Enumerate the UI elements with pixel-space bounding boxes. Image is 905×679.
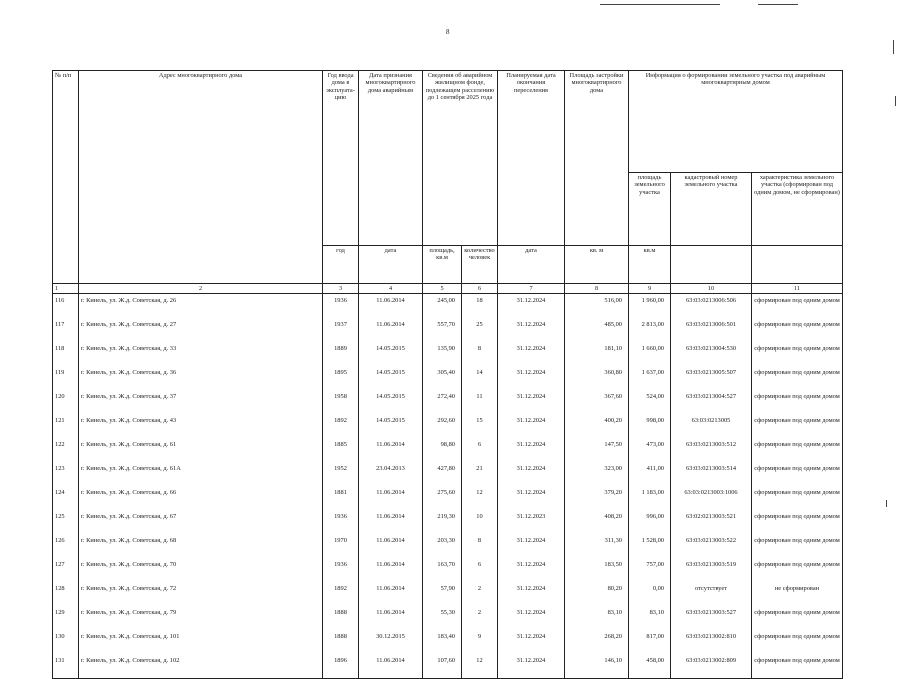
cell-land-desc: не сформирован bbox=[752, 582, 843, 606]
cell-year: 1936 bbox=[323, 558, 359, 582]
cell-cadastral: 63:03:0213003:514 bbox=[671, 462, 752, 486]
cell-area: 292,60 bbox=[423, 414, 462, 438]
cell-people: 12 bbox=[462, 486, 498, 510]
unit-date: дата bbox=[359, 246, 423, 284]
cell-num: 124 bbox=[53, 486, 79, 510]
unit-land: кв.м bbox=[629, 246, 671, 284]
cell-area: 245,00 bbox=[423, 294, 462, 319]
cell-land-area: 0,00 bbox=[629, 582, 671, 606]
table-row bbox=[53, 510, 843, 534]
header-cadastral: кадастровый номер земельного участка bbox=[671, 173, 752, 246]
cell-year: 1885 bbox=[323, 438, 359, 462]
cell-planned: 31.12.2024 bbox=[498, 342, 565, 366]
cell-num: 121 bbox=[53, 414, 79, 438]
cell-land-area: 757,00 bbox=[629, 558, 671, 582]
cell-people: 6 bbox=[462, 558, 498, 582]
cell-cadastral: 63:03:0213003:522 bbox=[671, 534, 752, 558]
cell-land-desc: сформирован под одним домом bbox=[752, 342, 843, 366]
cell-num: 117 bbox=[53, 318, 79, 342]
cell-land-area: 458,00 bbox=[629, 654, 671, 679]
cell-building-area: 485,00 bbox=[565, 318, 629, 342]
cell-land-area: 817,00 bbox=[629, 630, 671, 654]
cell-area: 135,90 bbox=[423, 342, 462, 366]
cell-year: 1889 bbox=[323, 342, 359, 366]
cell-area: 272,40 bbox=[423, 390, 462, 414]
cell-land-area: 1 183,00 bbox=[629, 486, 671, 510]
cell-date: 14.05.2015 bbox=[359, 366, 423, 390]
column-index: 9 bbox=[629, 284, 671, 294]
header-land-group: Информация о формировании земельного участка под аварийным многоквартирным домом bbox=[629, 71, 843, 173]
cell-land-desc: сформирован под одним домом bbox=[752, 606, 843, 630]
cell-year: 1892 bbox=[323, 582, 359, 606]
cell-address: г. Кинель, ул. Ж.д. Советская, д. 37 bbox=[79, 390, 323, 414]
column-index: 6 bbox=[462, 284, 498, 294]
cell-cadastral: 63:03:0213002:809 bbox=[671, 654, 752, 679]
cell-date: 11.06.2014 bbox=[359, 606, 423, 630]
column-index: 4 bbox=[359, 284, 423, 294]
cell-area: 107,60 bbox=[423, 654, 462, 679]
cell-land-desc: сформирован под одним домом bbox=[752, 366, 843, 390]
cell-building-area: 516,00 bbox=[565, 294, 629, 319]
cell-planned: 31.12.2024 bbox=[498, 558, 565, 582]
cell-people: 2 bbox=[462, 606, 498, 630]
cell-date: 11.06.2014 bbox=[359, 654, 423, 679]
cell-num: 116 bbox=[53, 294, 79, 319]
cell-building-area: 379,20 bbox=[565, 486, 629, 510]
column-index: 10 bbox=[671, 284, 752, 294]
cell-date: 11.06.2014 bbox=[359, 558, 423, 582]
cell-address: г. Кинель, ул. Ж.д. Советская, д. 26 bbox=[79, 294, 323, 319]
cell-area: 98,80 bbox=[423, 438, 462, 462]
table-row bbox=[53, 462, 843, 486]
header-planned: Планируемая дата окончания переселения bbox=[498, 71, 565, 246]
cell-num: 119 bbox=[53, 366, 79, 390]
cell-year: 1896 bbox=[323, 654, 359, 679]
cell-building-area: 323,00 bbox=[565, 462, 629, 486]
cell-people: 18 bbox=[462, 294, 498, 319]
cell-address: г. Кинель, ул. Ж.д. Советская, д. 101 bbox=[79, 630, 323, 654]
table-row bbox=[53, 414, 843, 438]
cell-date: 11.06.2014 bbox=[359, 438, 423, 462]
cell-year: 1936 bbox=[323, 510, 359, 534]
cell-cadastral: 63:03:0213003:519 bbox=[671, 558, 752, 582]
cell-year: 1970 bbox=[323, 534, 359, 558]
table-body bbox=[53, 294, 843, 679]
table-row bbox=[53, 534, 843, 558]
cell-people: 9 bbox=[462, 630, 498, 654]
cell-planned: 31.12.2024 bbox=[498, 582, 565, 606]
cell-cadastral: 63:03:0213004:530 bbox=[671, 342, 752, 366]
cell-year: 1958 bbox=[323, 390, 359, 414]
cell-cadastral: отсутствует bbox=[671, 582, 752, 606]
cell-people: 11 bbox=[462, 390, 498, 414]
cell-building-area: 80,20 bbox=[565, 582, 629, 606]
cell-building-area: 181,10 bbox=[565, 342, 629, 366]
cell-planned: 31.12.2024 bbox=[498, 318, 565, 342]
column-index-row bbox=[53, 284, 843, 294]
cell-land-desc: сформирован под одним домом bbox=[752, 438, 843, 462]
cell-year: 1881 bbox=[323, 486, 359, 510]
cell-land-desc: сформирован под одним домом bbox=[752, 390, 843, 414]
table-row bbox=[53, 366, 843, 390]
cell-building-area: 311,30 bbox=[565, 534, 629, 558]
cell-land-area: 83,10 bbox=[629, 606, 671, 630]
scan-artifact bbox=[758, 4, 798, 5]
cell-address: г. Кинель, ул. Ж.д. Советская, д. 61 bbox=[79, 438, 323, 462]
cell-land-desc: сформирован под одним домом bbox=[752, 294, 843, 319]
cell-planned: 31.12.2024 bbox=[498, 366, 565, 390]
cell-date: 11.06.2014 bbox=[359, 534, 423, 558]
cell-address: г. Кинель, ул. Ж.д. Советская, д. 66 bbox=[79, 486, 323, 510]
cell-people: 21 bbox=[462, 462, 498, 486]
cell-cadastral: 63:03:0213003:1006 bbox=[671, 486, 752, 510]
cell-cadastral: 63:03:0213003:527 bbox=[671, 606, 752, 630]
cell-land-desc: сформирован под одним домом bbox=[752, 510, 843, 534]
header-recognition: Дата признания многоквартирного дома аварийным bbox=[359, 71, 423, 246]
cell-planned: 31.12.2024 bbox=[498, 438, 565, 462]
scan-artifact bbox=[886, 500, 887, 507]
cell-address: г. Кинель, ул. Ж.д. Советская, д. 67 bbox=[79, 510, 323, 534]
cell-land-area: 1 528,00 bbox=[629, 534, 671, 558]
cell-land-area: 1 660,00 bbox=[629, 342, 671, 366]
cell-land-area: 1 960,00 bbox=[629, 294, 671, 319]
cell-area: 183,40 bbox=[423, 630, 462, 654]
cell-address: г. Кинель, ул. Ж.д. Советская, д. 43 bbox=[79, 414, 323, 438]
cell-building-area: 268,20 bbox=[565, 630, 629, 654]
cell-people: 15 bbox=[462, 414, 498, 438]
cell-cadastral: 63:02:0213003:521 bbox=[671, 510, 752, 534]
header-land-desc: характеристика земельного участка (сформирован под одним домом, не сформирован) bbox=[752, 173, 843, 246]
cell-building-area: 408,20 bbox=[565, 510, 629, 534]
emergency-housing-table bbox=[52, 70, 843, 679]
table-row bbox=[53, 318, 843, 342]
cell-land-area: 411,00 bbox=[629, 462, 671, 486]
cell-date: 23.04.2013 bbox=[359, 462, 423, 486]
cell-cadastral: 63:03:0213002:810 bbox=[671, 630, 752, 654]
cell-date: 14.05.2015 bbox=[359, 414, 423, 438]
cell-planned: 31.12.2024 bbox=[498, 462, 565, 486]
cell-building-area: 83,10 bbox=[565, 606, 629, 630]
cell-address: г. Кинель, ул. Ж.д. Советская, д. 68 bbox=[79, 534, 323, 558]
cell-year: 1952 bbox=[323, 462, 359, 486]
cell-num: 130 bbox=[53, 630, 79, 654]
cell-planned: 31.12.2024 bbox=[498, 630, 565, 654]
cell-address: г. Кинель, ул. Ж.д. Советская, д. 61А bbox=[79, 462, 323, 486]
cell-date: 11.06.2014 bbox=[359, 582, 423, 606]
header-address: Адрес многоквартирного дома bbox=[79, 71, 323, 284]
cell-area: 305,40 bbox=[423, 366, 462, 390]
cell-people: 14 bbox=[462, 366, 498, 390]
header-num: № п/п bbox=[53, 71, 79, 284]
table-row bbox=[53, 654, 843, 679]
cell-area: 219,30 bbox=[423, 510, 462, 534]
cell-address: г. Кинель, ул. Ж.д. Советская, д. 27 bbox=[79, 318, 323, 342]
unit-building: кв. м bbox=[565, 246, 629, 284]
column-index: 1 bbox=[53, 284, 79, 294]
cell-land-area: 1 637,00 bbox=[629, 366, 671, 390]
cell-land-area: 996,00 bbox=[629, 510, 671, 534]
header-building-area: Площадь застройки многоквартирного дома bbox=[565, 71, 629, 246]
cell-cadastral: 63:03:0213005 bbox=[671, 414, 752, 438]
cell-planned: 31.12.2024 bbox=[498, 414, 565, 438]
cell-building-area: 147,50 bbox=[565, 438, 629, 462]
cell-people: 12 bbox=[462, 654, 498, 679]
cell-num: 129 bbox=[53, 606, 79, 630]
cell-area: 427,80 bbox=[423, 462, 462, 486]
cell-cadastral: 63:03:0213003:512 bbox=[671, 438, 752, 462]
cell-cadastral: 63:03:0213006:501 bbox=[671, 318, 752, 342]
cell-planned: 31.12.2024 bbox=[498, 390, 565, 414]
cell-year: 1892 bbox=[323, 414, 359, 438]
cell-land-area: 2 813,00 bbox=[629, 318, 671, 342]
unit-planned: дата bbox=[498, 246, 565, 284]
unit-cadastral bbox=[671, 246, 752, 284]
cell-people: 6 bbox=[462, 438, 498, 462]
cell-people: 8 bbox=[462, 342, 498, 366]
cell-address: г. Кинель, ул. Ж.д. Советская, д. 79 bbox=[79, 606, 323, 630]
cell-num: 127 bbox=[53, 558, 79, 582]
cell-planned: 31.12.2024 bbox=[498, 606, 565, 630]
cell-date: 14.05.2015 bbox=[359, 342, 423, 366]
table-row bbox=[53, 486, 843, 510]
table-row bbox=[53, 558, 843, 582]
cell-people: 10 bbox=[462, 510, 498, 534]
cell-land-area: 524,00 bbox=[629, 390, 671, 414]
unit-area: площадь, кв.м bbox=[423, 246, 462, 284]
cell-date: 14.05.2015 bbox=[359, 390, 423, 414]
column-index: 7 bbox=[498, 284, 565, 294]
header-land-area: площадь земельного участка bbox=[629, 173, 671, 246]
cell-land-desc: сформирован под одним домом bbox=[752, 534, 843, 558]
header-year: Год ввода дома в эксплуата-цию bbox=[323, 71, 359, 246]
cell-address: г. Кинель, ул. Ж.д. Советская, д. 72 bbox=[79, 582, 323, 606]
cell-year: 1895 bbox=[323, 366, 359, 390]
table-row bbox=[53, 294, 843, 319]
cell-land-area: 998,00 bbox=[629, 414, 671, 438]
cell-land-desc: сформирован под одним домом bbox=[752, 654, 843, 679]
scan-artifact bbox=[893, 40, 894, 54]
page-number: 8 bbox=[446, 28, 450, 36]
cell-address: г. Кинель, ул. Ж.д. Советская, д. 102 bbox=[79, 654, 323, 679]
cell-num: 126 bbox=[53, 534, 79, 558]
cell-area: 275,60 bbox=[423, 486, 462, 510]
cell-land-desc: сформирован под одним домом bbox=[752, 318, 843, 342]
scan-artifact bbox=[600, 4, 720, 5]
cell-address: г. Кинель, ул. Ж.д. Советская, д. 36 bbox=[79, 366, 323, 390]
cell-planned: 31.12.2024 bbox=[498, 534, 565, 558]
table-row bbox=[53, 582, 843, 606]
cell-planned: 31.12.2024 bbox=[498, 654, 565, 679]
cell-people: 2 bbox=[462, 582, 498, 606]
cell-building-area: 400,20 bbox=[565, 414, 629, 438]
cell-date: 11.06.2014 bbox=[359, 510, 423, 534]
cell-date: 30.12.2015 bbox=[359, 630, 423, 654]
cell-cadastral: 63:03:0213005:507 bbox=[671, 366, 752, 390]
column-index: 8 bbox=[565, 284, 629, 294]
cell-area: 203,30 bbox=[423, 534, 462, 558]
cell-people: 25 bbox=[462, 318, 498, 342]
cell-land-area: 473,00 bbox=[629, 438, 671, 462]
header-emergency-group: Сведения об аварийном жилищном фонде, подлежащем расселению до 1 сентября 2025 года bbox=[423, 71, 498, 246]
cell-planned: 31.12.2023 bbox=[498, 510, 565, 534]
cell-num: 128 bbox=[53, 582, 79, 606]
cell-area: 557,70 bbox=[423, 318, 462, 342]
column-index: 3 bbox=[323, 284, 359, 294]
cell-building-area: 367,60 bbox=[565, 390, 629, 414]
cell-year: 1888 bbox=[323, 630, 359, 654]
table-row bbox=[53, 630, 843, 654]
cell-date: 11.06.2014 bbox=[359, 294, 423, 319]
table-row bbox=[53, 438, 843, 462]
cell-land-desc: сформирован под одним домом bbox=[752, 414, 843, 438]
table-row bbox=[53, 342, 843, 366]
cell-planned: 31.12.2024 bbox=[498, 486, 565, 510]
cell-planned: 31.12.2024 bbox=[498, 294, 565, 319]
cell-area: 55,30 bbox=[423, 606, 462, 630]
cell-num: 131 bbox=[53, 654, 79, 679]
cell-cadastral: 63:03:0213004:527 bbox=[671, 390, 752, 414]
cell-num: 120 bbox=[53, 390, 79, 414]
cell-date: 11.06.2014 bbox=[359, 486, 423, 510]
cell-cadastral: 63:03:0213006:506 bbox=[671, 294, 752, 319]
cell-land-desc: сформирован под одним домом bbox=[752, 558, 843, 582]
cell-num: 123 bbox=[53, 462, 79, 486]
cell-year: 1936 bbox=[323, 294, 359, 319]
cell-building-area: 183,50 bbox=[565, 558, 629, 582]
scan-artifact bbox=[895, 96, 896, 106]
cell-area: 57,90 bbox=[423, 582, 462, 606]
cell-address: г. Кинель, ул. Ж.д. Советская, д. 70 bbox=[79, 558, 323, 582]
column-index: 11 bbox=[752, 284, 843, 294]
cell-building-area: 360,80 bbox=[565, 366, 629, 390]
cell-num: 118 bbox=[53, 342, 79, 366]
table-row bbox=[53, 390, 843, 414]
unit-desc bbox=[752, 246, 843, 284]
cell-year: 1937 bbox=[323, 318, 359, 342]
cell-area: 163,70 bbox=[423, 558, 462, 582]
cell-land-desc: сформирован под одним домом bbox=[752, 630, 843, 654]
unit-year: год bbox=[323, 246, 359, 284]
cell-land-desc: сформирован под одним домом bbox=[752, 462, 843, 486]
cell-land-desc: сформирован под одним домом bbox=[752, 486, 843, 510]
cell-building-area: 146,10 bbox=[565, 654, 629, 679]
cell-num: 125 bbox=[53, 510, 79, 534]
cell-address: г. Кинель, ул. Ж.д. Советская, д. 33 bbox=[79, 342, 323, 366]
unit-people: количество человек bbox=[462, 246, 498, 284]
column-index: 2 bbox=[79, 284, 323, 294]
cell-people: 8 bbox=[462, 534, 498, 558]
column-index: 5 bbox=[423, 284, 462, 294]
cell-date: 11.06.2014 bbox=[359, 318, 423, 342]
cell-year: 1888 bbox=[323, 606, 359, 630]
table-row bbox=[53, 606, 843, 630]
cell-num: 122 bbox=[53, 438, 79, 462]
